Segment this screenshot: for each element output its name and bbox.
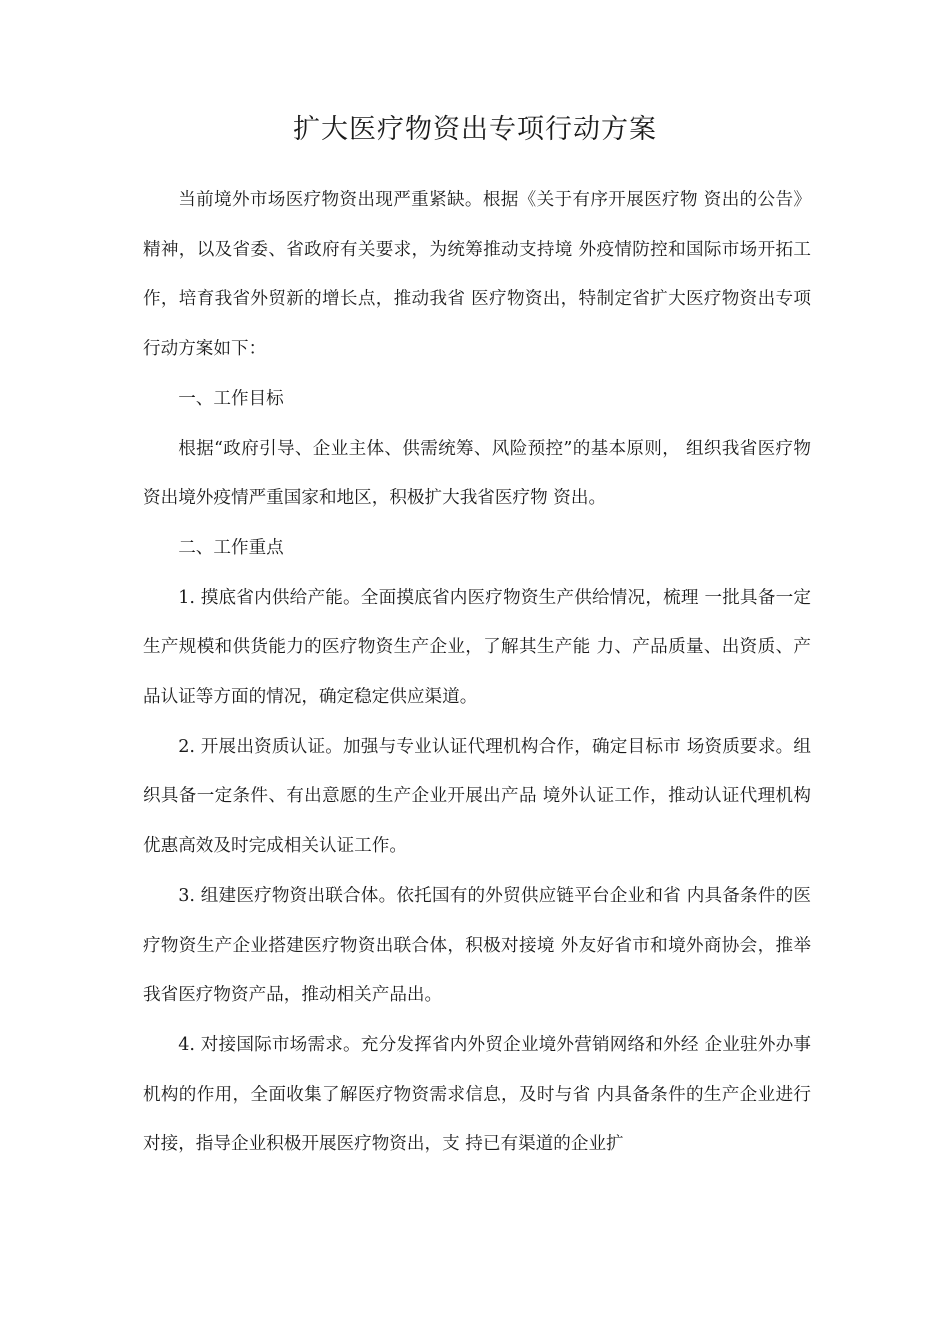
- paragraph-item-4: 4. 对接国际市场需求。充分发挥省内外贸企业境外营销网络和外经 企业驻外办事机构的作用，全面收集了解医疗物资需求信息，及时与省 内具备条件的生产企业进行对接，指导企业积极开展医疗物资出，支 持已有渠道的企业扩: [143, 1034, 811, 1155]
- heading-work-goals: 一、工作目标: [178, 388, 284, 409]
- paragraph-goals: 根据“政府引导、企业主体、供需统筹、风险预控”的基本原则， 组织我省医疗物资出境外疫情严重国家和地区，积极扩大我省医疗物 资出。: [143, 438, 811, 509]
- paragraph-item-2: 2. 开展出资质认证。加强与专业认证代理机构合作，确定目标市 场资质要求。组织具备一定条件、有出意愿的生产企业开展出产品 境外认证工作，推动认证代理机构优惠高效及时完成相关认证工作。: [143, 736, 811, 857]
- paragraph-item-1: 1. 摸底省内供给产能。全面摸底省内医疗物资生产供给情况，梳理 一批具备一定生产规模和供货能力的医疗物资生产企业，了解其生产能 力、产品质量、出资质、产品认证等方面的情况，确定稳定供应渠道。: [143, 587, 811, 708]
- paragraph-intro: 当前境外市场医疗物资出现严重紧缺。根据《关于有序开展医疗物 资出的公告》精神，以及省委、省政府有关要求，为统筹推动支持境 外疫情防控和国际市场开拓工作，培育我省外贸新的增长点，推动我省 医疗物资出，特制定省扩大医疗物资出专项行动方案如下：: [143, 190, 811, 360]
- document-title: 扩大医疗物资出专项行动方案: [293, 114, 657, 145]
- heading-work-focus: 二、工作重点: [178, 537, 284, 558]
- document-body: [143, 176, 811, 1170]
- paragraph-item-3: 3. 组建医疗物资出联合体。依托国有的外贸供应链平台企业和省 内具备条件的医疗物资生产企业搭建医疗物资出联合体，积极对接境 外友好省市和境外商协会，推举我省医疗物资产品，推动相关产品出。: [143, 885, 811, 1006]
